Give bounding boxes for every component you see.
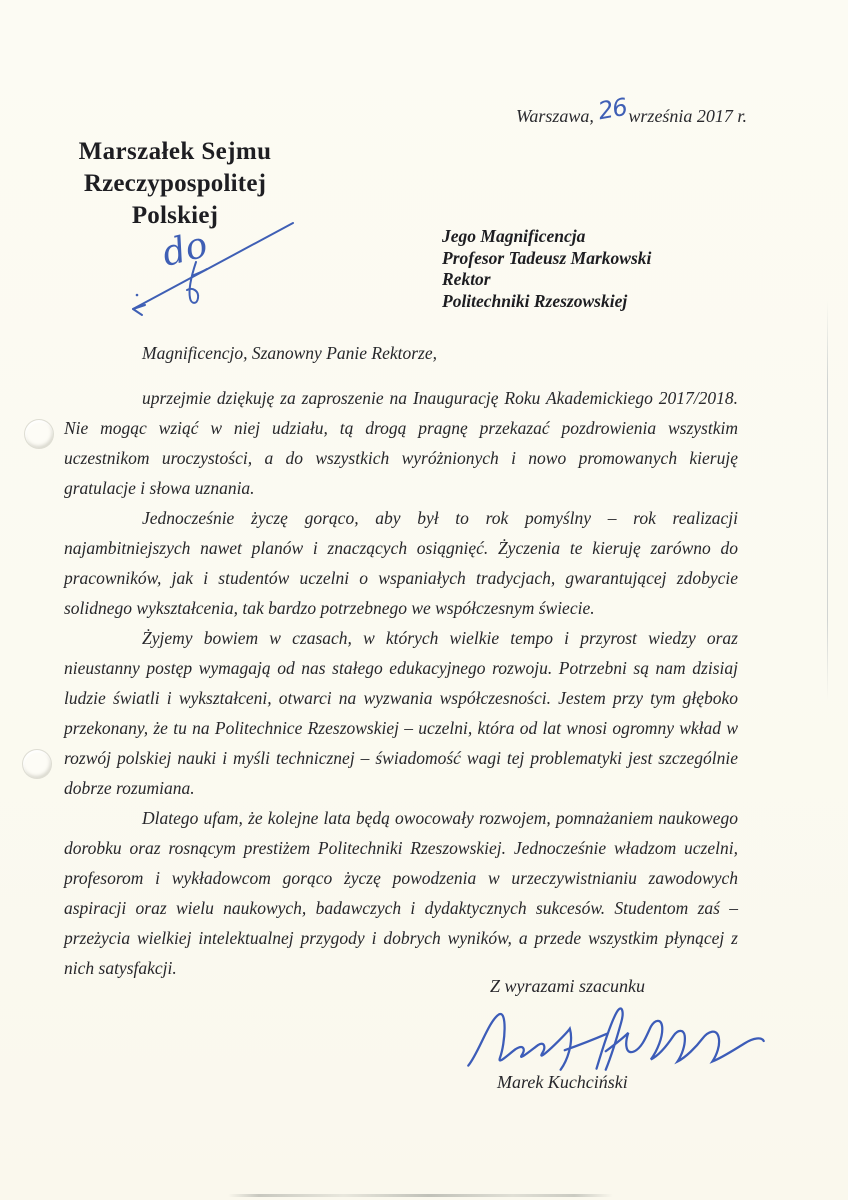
addressee-line: Jego Magnificencja bbox=[442, 226, 586, 246]
body-paragraph: Dlatego ufam, że kolejne lata będą owocowały rozwojem, pomnażaniem naukowego dorobku oraz rosnącym prestiżem Politechniki Rzeszowskiej. Jednocześnie władzom uczelni, profesorom i wykładowcom gorąco życzę powodzenia w urzeczywistnianiu zawodowych aspiracji oraz wielu naukowych, badawczych i dydaktycznych sukcesów. Studentom zaś – przeżycia wielkiej intelektualnej przygody i dobrych wyników, a przede wszystkim płynącej z nich satysfakcji. bbox=[64, 808, 738, 978]
signature-stroke bbox=[468, 1014, 571, 1070]
letterhead-title: Marszałek Sejmu bbox=[78, 138, 272, 165]
valediction: Z wyrazami szacunku bbox=[490, 976, 646, 996]
date-rest: września 2017 r. bbox=[628, 106, 747, 126]
addressee-line: Rektor bbox=[442, 269, 491, 289]
handwritten-day-number: 26 bbox=[595, 92, 629, 126]
body-paragraph: uprzejmie dziękuję za zaproszenie na Inaugurację Roku Akademickiego 2017/2018. Nie mogąc wziąć w niej udziału, tą drogą pragnę przekazać pozdrowienia wszystkim uczestnikom uroczystości, a do wszystkich wyróżnionych i nowo promowanych kieruję gratulacje i słowa uznania. bbox=[64, 388, 738, 498]
scan-artifact-vertical-line bbox=[827, 300, 828, 700]
signer-name: Marek Kuchciński bbox=[497, 1072, 628, 1092]
body-paragraph: Jednocześnie życzę gorąco, aby był to rok pomyślny – rok realizacji najambitniejszych nawet planów i znaczących osiągnięć. Życzenia te kieruję zarówno do pracowników, jak i studentów uczelni o wspaniałych tradycjach, gwarantującej zdobycie solidnego wykształcenia, tak bardzo potrzebnego we współczesnym świecie. bbox=[64, 508, 738, 618]
salutation: Magnificencjo, Szanowny Panie Rektorze, bbox=[142, 343, 437, 363]
punch-hole bbox=[22, 749, 52, 779]
signature-stroke bbox=[597, 1009, 623, 1070]
signature-scribble bbox=[462, 1002, 770, 1082]
handwritten-annotation bbox=[112, 216, 302, 334]
date-city: Warszawa, bbox=[516, 106, 594, 126]
annotation-ink-dot bbox=[136, 294, 139, 297]
annotation-arrow-line bbox=[133, 223, 293, 309]
body-paragraph: Żyjemy bowiem w czasach, w których wielkie tempo i przyrost wiedzy oraz nieustanny postęp wymagają od nas stałego edukacyjnego rozwoju. Potrzebni są nam dzisiaj ludzie światli i wykształceni, otwarci na wyzwania współczesności. Jestem przy tym głęboko przekonany, że tu na Politechnice Rzeszowskiej – uczelni, która od lat wnosi ogromny wkład w rozwój polskiej nauki i myśli technicznej – świadomość wagi tej problematyki jest szczególnie dobrze rozumiana. bbox=[64, 628, 738, 798]
addressee-block bbox=[442, 226, 651, 312]
date-line bbox=[516, 92, 747, 128]
punch-hole bbox=[24, 419, 54, 449]
letterhead-subtitle: Rzeczypospolitej Polskiej bbox=[83, 170, 267, 229]
letter-body bbox=[64, 338, 738, 983]
annotation-arrow-head bbox=[133, 305, 145, 315]
addressee-line: Politechniki Rzeszowskiej bbox=[442, 290, 628, 311]
signature-stroke bbox=[606, 1021, 764, 1062]
scan-artifact-bottom-edge bbox=[228, 1194, 613, 1197]
annotation-word: do bbox=[158, 224, 212, 275]
addressee-line: Profesor Tadeusz Markowski bbox=[442, 247, 652, 268]
